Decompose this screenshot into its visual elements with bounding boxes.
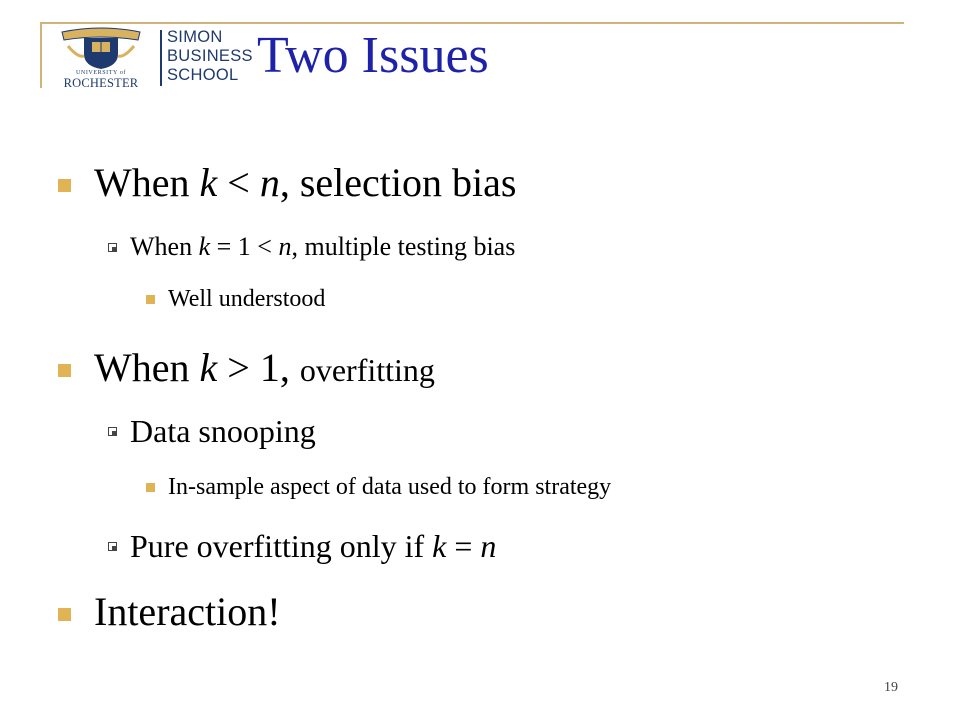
bullet-square-icon — [58, 608, 71, 621]
bullet-checkbox-icon — [108, 542, 117, 551]
bullet-text: When k = 1 < n, multiple testing bias — [130, 232, 516, 261]
bullet-text: In-sample aspect of data used to form strategy — [168, 474, 612, 500]
page-number: 19 — [884, 680, 898, 695]
bullet-checkbox-icon — [108, 243, 117, 252]
school-name-line: SCHOOL — [167, 66, 239, 84]
bullet-square-icon — [146, 295, 155, 304]
bullet-text: Well understood — [168, 286, 326, 312]
school-name-line: SIMON — [167, 28, 223, 46]
logo-divider — [160, 30, 162, 86]
school-name — [167, 28, 253, 85]
school-logo — [44, 26, 253, 90]
university-seal-icon — [58, 26, 144, 70]
university-name-big: ROCHESTER — [63, 76, 139, 90]
bullet-text: Pure overfitting only if k = n — [130, 528, 497, 564]
university-name — [44, 70, 158, 90]
bullet-text: When k > 1, overfitting — [94, 345, 435, 390]
school-name-line: BUSINESS — [167, 47, 253, 65]
bullet-text: When k < n, selection bias — [94, 160, 517, 205]
slide-title: Two Issues — [257, 27, 489, 84]
bullet-text: Data snooping — [130, 413, 316, 449]
bullet-square-icon — [58, 364, 71, 377]
bullet-checkbox-icon — [108, 427, 117, 436]
bullet-square-icon — [58, 179, 71, 192]
university-name-small: UNIVERSITY of — [75, 70, 127, 76]
header-side-rule — [40, 22, 42, 88]
bullet-text: Interaction! — [94, 589, 281, 634]
bullet-square-icon — [146, 483, 155, 492]
